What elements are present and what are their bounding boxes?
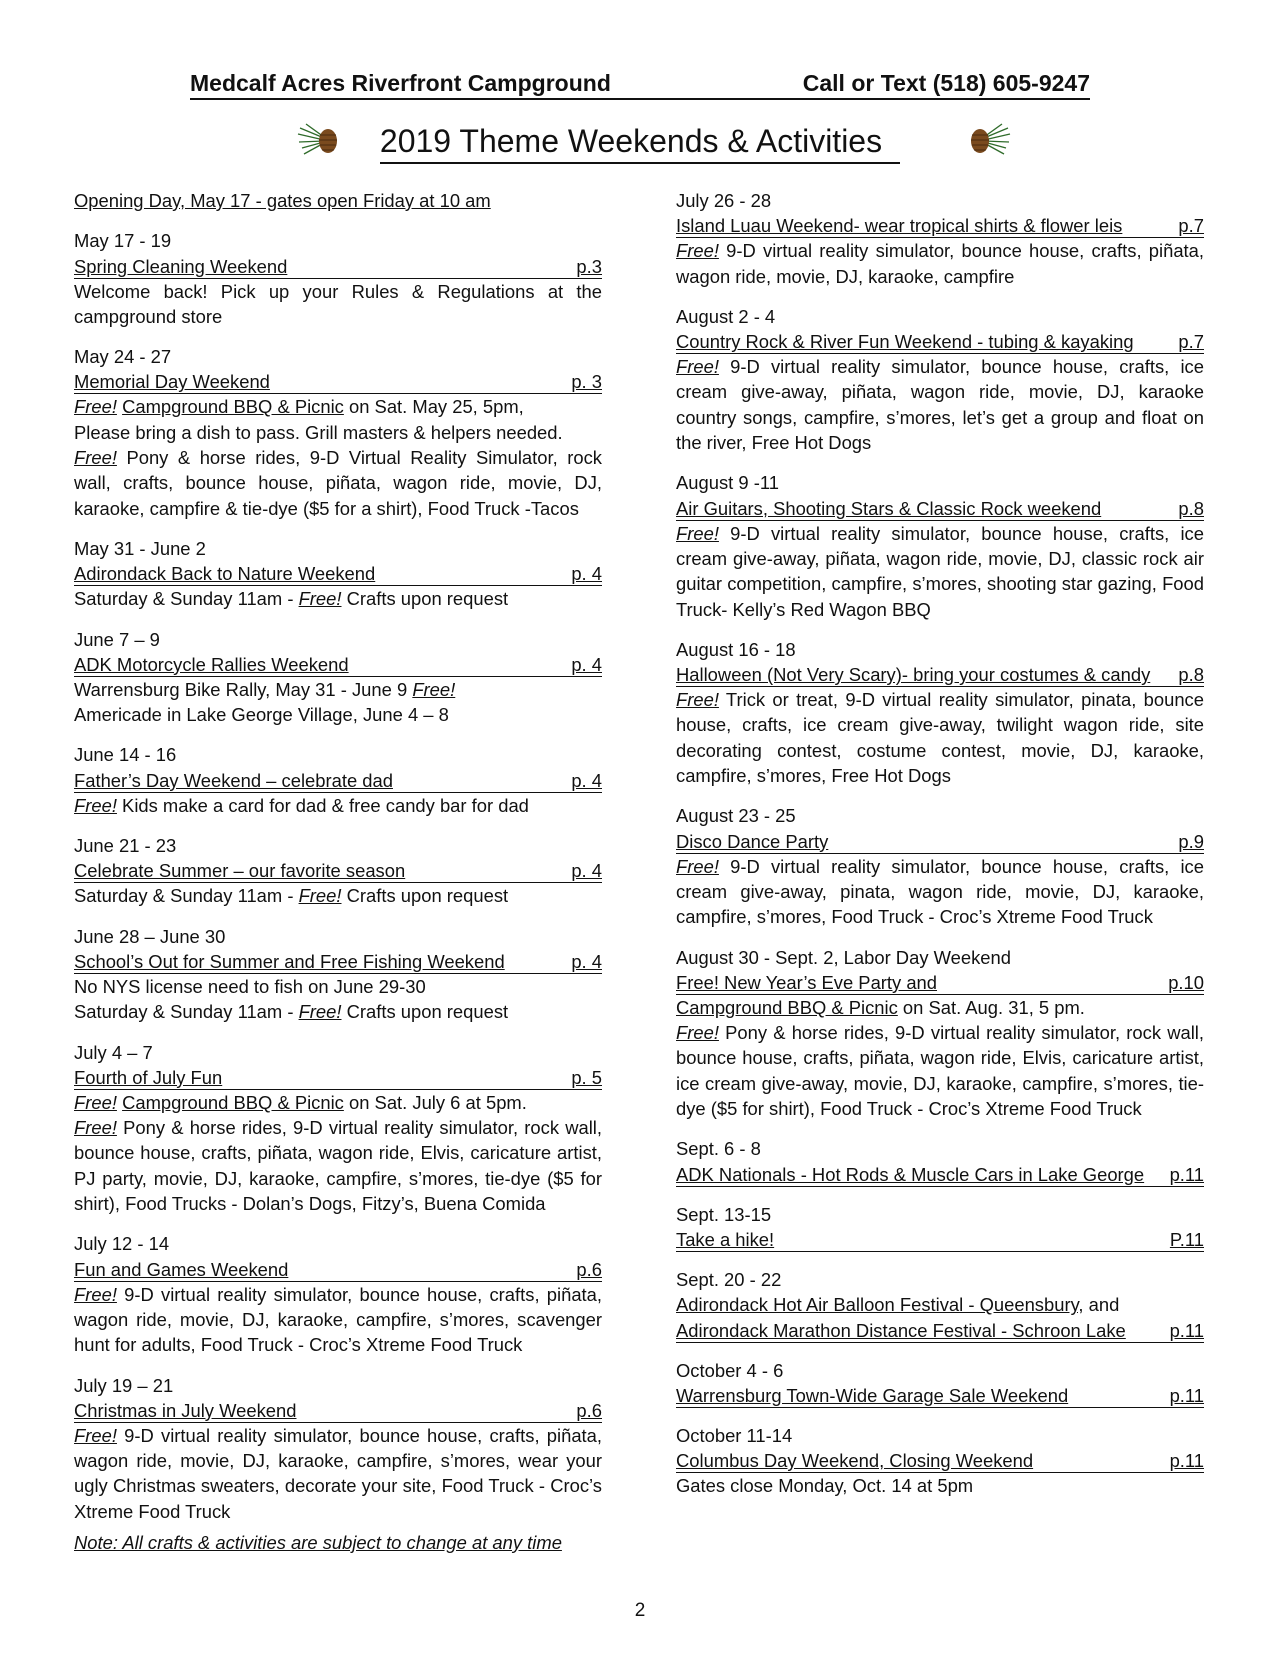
event-page: p. 4 (571, 563, 602, 585)
event-title: Spring Cleaning Weekend (74, 255, 288, 277)
event-title: Disco Dance Party (676, 830, 829, 852)
event-title: Warrensburg Town-Wide Garage Sale Weekend (676, 1384, 1069, 1406)
event-page: p. 4 (571, 769, 602, 791)
event-item (74, 924, 602, 1025)
free-label: Free! (298, 588, 342, 610)
event-title: Adirondack Back to Nature Weekend (74, 563, 376, 585)
event-text: on Sat. May 25, 5pm, (343, 396, 524, 418)
event-item (74, 1040, 602, 1217)
event-description: Please bring a dish to pass. Grill masters & helpers needed. (74, 421, 563, 443)
event-page: p.7 (1178, 215, 1204, 237)
event-item (676, 1202, 1204, 1252)
event-item (676, 637, 1204, 788)
event-title: Take a hike! (676, 1228, 775, 1250)
event-date: July 19 – 21 (74, 1374, 174, 1396)
event-page: p.7 (1178, 331, 1204, 353)
free-label: Free! (676, 522, 719, 544)
free-label: Free! (74, 396, 117, 418)
event-title-line (74, 949, 602, 974)
event-title-line (74, 1398, 602, 1423)
event-title: Father’s Day Weekend – celebrate dad (74, 769, 393, 791)
event-date: July 4 – 7 (74, 1041, 153, 1063)
event-item (676, 803, 1204, 929)
event-title-line (676, 496, 1204, 521)
event-title: Celebrate Summer – our favorite season (74, 860, 406, 882)
event-page: p.9 (1178, 830, 1204, 852)
event-item (676, 1358, 1204, 1408)
free-label: Free! (676, 1022, 719, 1044)
event-title-line (676, 1383, 1204, 1408)
event-description (74, 1115, 602, 1216)
event-title: Free! New Year’s Eve Party and (676, 971, 938, 993)
event-date: October 11-14 (676, 1424, 793, 1446)
event-title: Memorial Day Weekend (74, 371, 270, 393)
event-text: 9-D virtual reality simulator, bounce house, crafts, piñata, wagon ride, movie, DJ, karaoke, campfire, s’mores, scavenger hunt for adults, Food Truck - Croc’s Xtreme Food Truck (74, 1283, 602, 1356)
event-title: Fun and Games Weekend (74, 1258, 289, 1280)
bbq-link: Campground BBQ & Picnic (676, 996, 898, 1018)
event-page: p. 4 (571, 653, 602, 675)
event-page: p.11 (1169, 1319, 1204, 1341)
event-text: Saturday & Sunday 11am - (74, 885, 299, 907)
event-description (676, 238, 1204, 289)
bbq-link: Campground BBQ & Picnic (122, 1091, 344, 1113)
event-description (676, 854, 1204, 930)
free-label: Free! (298, 885, 342, 907)
event-date: Sept. 20 - 22 (676, 1268, 782, 1290)
event-title: Island Luau Weekend- wear tropical shirts & flower leis (676, 215, 1123, 237)
event-description (74, 1090, 602, 1115)
event-item (676, 1136, 1204, 1186)
event-title: Columbus Day Weekend, Closing Weekend (676, 1450, 1034, 1472)
bbq-link: Campground BBQ & Picnic (122, 396, 344, 418)
event-page: p. 5 (571, 1066, 602, 1088)
event-description: No NYS license need to fish on June 29-30 (74, 975, 426, 997)
page-number: 2 (634, 1600, 646, 1621)
event-date: Sept. 6 - 8 (676, 1138, 761, 1160)
event-title-line (74, 858, 602, 883)
free-label: Free! (74, 1283, 117, 1305)
event-title-line (74, 1065, 602, 1090)
event-title-line (676, 329, 1204, 354)
event-page: p.8 (1178, 497, 1204, 519)
event-page: p.8 (1178, 664, 1204, 686)
event-item (74, 1231, 602, 1357)
event-description: Gates close Monday, Oct. 14 at 5pm (676, 1475, 974, 1497)
event-description (74, 793, 602, 818)
event-text: Kids make a card for dad & free candy bar for dad (116, 794, 529, 816)
disclaimer-note: Note: All crafts & activities are subject to change at any time (74, 1531, 562, 1553)
free-label: Free! (298, 1001, 342, 1023)
event-title-line (676, 829, 1204, 854)
free-label: Free! (412, 678, 456, 700)
event-text: Saturday & Sunday 11am - (74, 1001, 299, 1023)
event-title: ADK Motorcycle Rallies Weekend (74, 653, 349, 675)
event-page: p. 4 (571, 860, 602, 882)
event-item (74, 536, 602, 612)
event-item (74, 228, 602, 329)
event-date: May 24 - 27 (74, 346, 172, 368)
event-text: Pony & horse rides, 9-D Virtual Reality Simulator, rock wall, crafts, bounce house, piñata, wagon ride, movie, DJ, karaoke, campfire & tie-dye ($5 for a shirt), Food Truck -Tacos (74, 447, 602, 519)
event-title: Air Guitars, Shooting Stars & Classic Rock weekend (676, 497, 1102, 519)
event-text: 9-D virtual reality simulator, bounce house, crafts, piñata, wagon ride, movie, DJ, karaoke, campfire (676, 240, 1204, 287)
event-text: 9-D virtual reality simulator, bounce house, crafts, ice cream give-away, pinata, wagon ride, movie, DJ, karaoke, campfire, s’mores, Food Truck - Croc’s Xtreme Food Truck (676, 855, 1204, 928)
event-date: June 7 – 9 (74, 628, 160, 650)
event-description: Welcome back! Pick up your Rules & Regulations at the campground store (74, 280, 602, 327)
event-title: Adirondack Marathon Distance Festival - Schroon Lake (676, 1319, 1126, 1341)
event-text: Trick or treat, 9-D virtual reality simulator, pinata, bounce house, crafts, ice cream give-away, twilight wagon ride, site decorating contest, costume contest, movie, DJ, karaoke, campfire, s’mores, Free Hot Dogs (676, 689, 1204, 787)
event-date: August 9 -11 (676, 472, 779, 494)
right-column (676, 188, 1204, 1513)
event-title-line (74, 369, 602, 394)
event-description (74, 445, 602, 521)
event-item (74, 627, 602, 728)
event-item (74, 344, 602, 521)
event-description (74, 586, 602, 611)
event-page: p.6 (576, 1258, 602, 1280)
free-label: Free! (74, 447, 117, 469)
event-text: and (1083, 1294, 1120, 1316)
event-description (74, 1423, 602, 1524)
free-label: Free! (74, 1117, 117, 1139)
event-description (676, 1292, 1204, 1317)
event-page: p.11 (1169, 1450, 1204, 1472)
event-item (676, 945, 1204, 1122)
free-label: Free! (74, 1424, 117, 1446)
event-title: Halloween (Not Very Scary)- bring your costumes & candy (676, 664, 1151, 686)
event-text: Warrensburg Bike Rally, May 31 - June 9 (74, 678, 413, 700)
event-description (74, 394, 602, 419)
event-item (74, 833, 602, 909)
event-page: p.6 (576, 1399, 602, 1421)
event-title-line (676, 213, 1204, 238)
event-text: on Sat. Aug. 31, 5 pm. (897, 996, 1085, 1018)
free-label: Free! (676, 240, 719, 262)
event-item (74, 1373, 602, 1524)
event-item (676, 304, 1204, 455)
event-page: p.11 (1169, 1163, 1204, 1185)
event-description (676, 521, 1204, 622)
document-header (190, 62, 1090, 100)
event-title: Fourth of July Fun (74, 1066, 223, 1088)
event-item (676, 1267, 1204, 1343)
event-page: p. 3 (571, 371, 602, 393)
event-title: Country Rock & River Fun Weekend - tubing & kayaking (676, 331, 1134, 353)
event-text: 9-D virtual reality simulator, bounce house, crafts, ice cream give-away, piñata, wagon ride, movie, DJ, classic rock air guitar competition, campfire, s’mores, shooting star gazing, Food Truck- Kelly’s Red Wagon BBQ (676, 522, 1204, 620)
event-title-line (676, 662, 1204, 687)
event-date: May 31 - June 2 (74, 537, 206, 559)
event-date: Sept. 13-15 (676, 1203, 772, 1225)
left-column (74, 188, 602, 1555)
event-page: p.3 (576, 255, 602, 277)
title-wrap (0, 122, 1280, 164)
event-text: Saturday & Sunday 11am - (74, 588, 299, 610)
event-description (676, 995, 1204, 1020)
event-title-line (74, 254, 602, 279)
free-label: Free! (676, 855, 719, 877)
event-text: Crafts upon request (341, 588, 509, 610)
event-description (74, 1282, 602, 1358)
event-item (676, 188, 1204, 289)
event-item (676, 1423, 1204, 1499)
contact-phone: Call or Text (518) 605-9247 (802, 70, 1090, 96)
event-text: 9-D virtual reality simulator, bounce house, crafts, ice cream give-away, piñata, wagon ride, movie, DJ, karaoke country songs, campfire, s’mores, let’s get a group and float on the river, Free Hot Dogs (676, 356, 1204, 454)
event-title-line (676, 1448, 1204, 1473)
event-title-line (676, 970, 1204, 995)
free-label: Free! (676, 689, 719, 711)
free-label: Free! (74, 794, 117, 816)
event-description (676, 354, 1204, 455)
event-text: on Sat. July 6 at 5pm. (343, 1091, 527, 1113)
event-date: May 17 - 19 (74, 230, 172, 252)
event-date: October 4 - 6 (676, 1359, 784, 1381)
event-page: P.11 (1169, 1228, 1204, 1250)
event-page: p.10 (1168, 971, 1204, 993)
event-text: 9-D virtual reality simulator, bounce house, crafts, piñata, wagon ride, movie, DJ, karaoke, campfire, s’mores, wear your ugly Christmas sweaters, decorate your site, Food Truck - Croc’s Xtreme Food Truck (74, 1424, 602, 1522)
event-date: August 2 - 4 (676, 305, 776, 327)
event-description (676, 1020, 1204, 1121)
free-label: Free! (676, 356, 719, 378)
event-text: Crafts upon request (341, 1001, 509, 1023)
event-title-line (74, 768, 602, 793)
event-date: July 26 - 28 (676, 190, 772, 211)
event-title-line (74, 652, 602, 677)
opening-day: Opening Day, May 17 - gates open Friday at 10 am (74, 190, 491, 211)
event-title: ADK Nationals - Hot Rods & Muscle Cars in Lake George (676, 1163, 1145, 1185)
festival-link: Adirondack Hot Air Balloon Festival - Queensbury, (676, 1294, 1084, 1316)
event-title-line (676, 1318, 1204, 1343)
event-description (74, 677, 602, 702)
event-title-line (676, 1227, 1204, 1252)
event-text: Crafts upon request (341, 885, 509, 907)
event-description (676, 687, 1204, 788)
event-date: August 23 - 25 (676, 805, 796, 827)
event-title-line (676, 1162, 1204, 1187)
event-date: June 21 - 23 (74, 835, 177, 857)
event-date: August 16 - 18 (676, 638, 796, 660)
event-title-line (74, 1257, 602, 1282)
event-title-line (74, 561, 602, 586)
event-date: June 28 – June 30 (74, 925, 226, 947)
event-date: June 14 - 16 (74, 744, 177, 766)
event-description (74, 883, 602, 908)
event-description (74, 999, 602, 1024)
event-description: Americade in Lake George Village, June 4 – 8 (74, 704, 449, 726)
event-page: p. 4 (571, 950, 602, 972)
free-label: Free! (74, 1091, 117, 1113)
event-title: School’s Out for Summer and Free Fishing Weekend (74, 950, 505, 972)
event-text: Pony & horse rides, 9-D virtual reality simulator, rock wall, bounce house, crafts, piñata, wagon ride, Elvis, caricature artist, ice cream give-away, movie, DJ, karaoke, campfire, s’mores, tie-dye ($5 for shirt), Food Truck - Croc’s Xtreme Food Truck (676, 1022, 1204, 1120)
event-text: Pony & horse rides, 9-D virtual reality simulator, rock wall, bounce house, crafts, piñata, wagon ride, Elvis, caricature artist, PJ party, movie, DJ, karaoke, campfire, s’mores, tie-dye ($5 for shirt), Food Trucks - Dolan’s Dogs, Fitzy’s, Buena Comida (74, 1117, 602, 1215)
page-title: 2019 Theme Weekends & Activities (380, 122, 900, 164)
event-item (74, 742, 602, 818)
event-item (676, 470, 1204, 621)
event-title: Christmas in July Weekend (74, 1399, 297, 1421)
campground-name: Medcalf Acres Riverfront Campground (190, 70, 611, 96)
event-page: p.11 (1169, 1384, 1204, 1406)
event-date: August 30 - Sept. 2, Labor Day Weekend (676, 946, 1011, 968)
event-date: July 12 - 14 (74, 1233, 170, 1255)
